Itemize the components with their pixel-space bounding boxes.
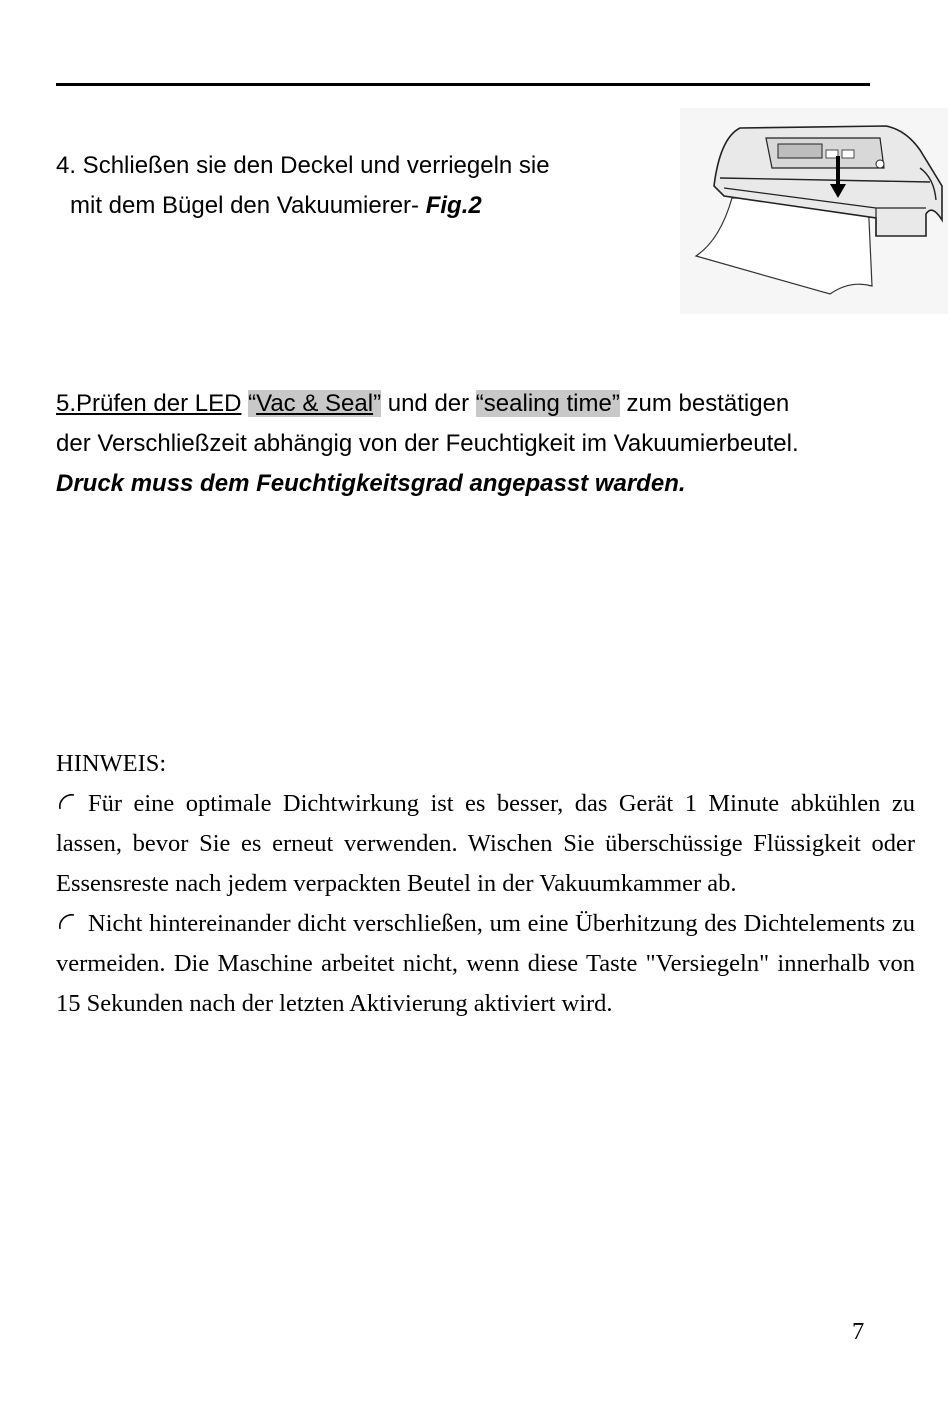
- step-5-middle: und der: [381, 390, 476, 417]
- step-5-warning: Druck muss dem Feuchtigkeitsgrad angepasst warden.: [56, 470, 686, 497]
- hinweis-item: [56, 784, 915, 904]
- step-5-tail: zum bestätigen: [619, 390, 790, 417]
- step-5-line-2: der Verschließzeit abhängig von der Feuchtigkeit im Vakuumierbeutel.: [56, 430, 799, 457]
- hinweis-item-text: Nicht hintereinander dicht verschließen, um eine Überhitzung des Dichtelements zu vermeiden. Die Maschine arbeitet nicht, wenn diese Taste "Versiegeln" innerhalb von 15 Sekunden nach der letzten Aktivierung aktiviert wird.: [56, 910, 915, 1017]
- step-5-text: [56, 384, 916, 504]
- vacuum-sealer-illustration: [680, 108, 948, 314]
- hinweis-heading: HINWEIS:: [56, 750, 167, 777]
- step-4-line-1: 4. Schließen sie den Deckel und verriegeln sie: [56, 152, 550, 179]
- bullet-arc-icon: [56, 911, 78, 933]
- step-4-text: [56, 146, 656, 226]
- led-vac-seal-label: [248, 390, 381, 417]
- step-5-line-1: [56, 384, 916, 424]
- quote-open: “: [248, 390, 257, 417]
- page-number: 7: [852, 1318, 865, 1345]
- step-4-line-2-text: mit dem Bügel den Vakuumierer-: [70, 192, 426, 219]
- vac-seal-term: Vac & Seal: [256, 390, 374, 417]
- hinweis-section: [56, 744, 915, 1024]
- hinweis-item: [56, 904, 915, 1024]
- fig-reference: Fig.2: [425, 192, 482, 219]
- step-4-line-2: [56, 186, 656, 226]
- step-5-lead: 5.Prüfen der LED: [56, 390, 242, 417]
- quote-close: ”: [373, 390, 382, 417]
- header-rule: [56, 83, 870, 86]
- hinweis-item-text: Für eine optimale Dichtwirkung ist es besser, das Gerät 1 Minute abkühlen zu lassen, bevor Sie es erneut verwenden. Wischen Sie überschüssige Flüssigkeit oder Essensreste nach jedem verpackten Beutel in der Vakuumkammer ab.: [56, 790, 915, 897]
- sealing-time-label: “sealing time”: [475, 390, 620, 417]
- bullet-arc-icon: [56, 791, 78, 813]
